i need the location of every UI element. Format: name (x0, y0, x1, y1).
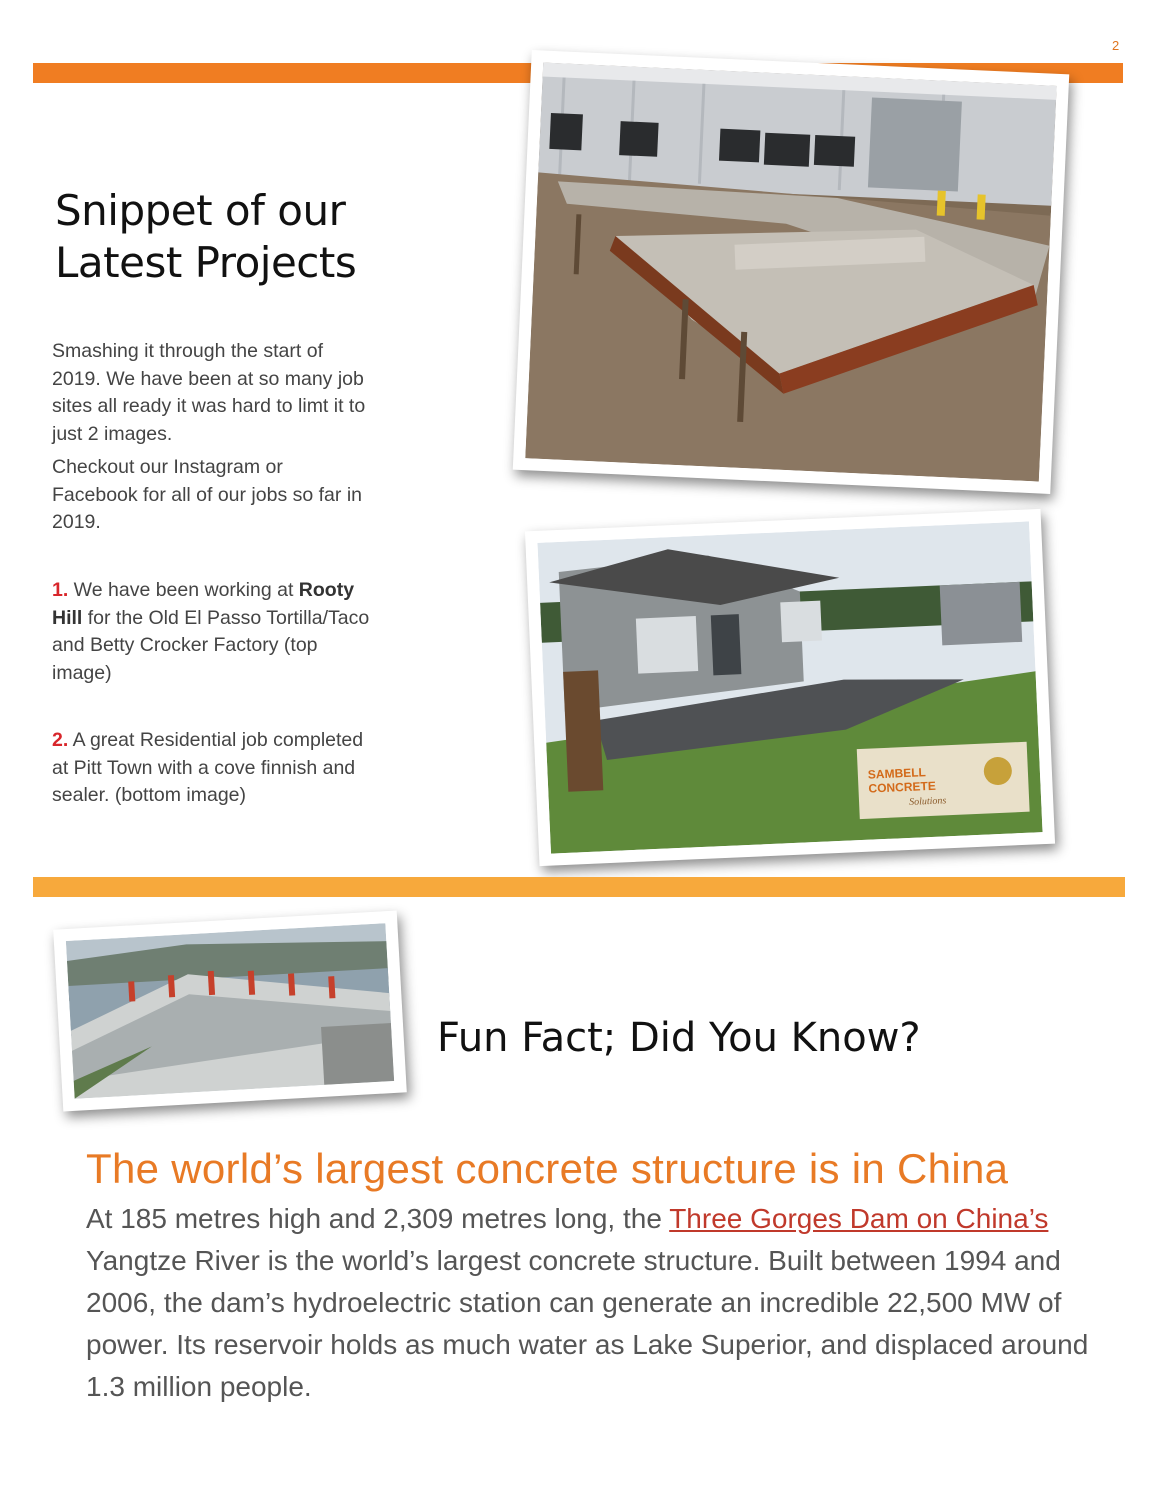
fact-text: At 185 metres high and 2,309 metres long, the (86, 1203, 670, 1234)
company-logo: Solutions (908, 795, 947, 808)
section-divider-bar (33, 877, 1125, 897)
three-gorges-dam-photo (53, 911, 407, 1112)
fact-body (86, 1198, 1096, 1408)
item-text: for the Old El Passo Tortilla/Taco and Betty Crocker Factory (top image) (52, 606, 370, 684)
three-gorges-dam-link[interactable]: Three Gorges Dam on China’s (669, 1203, 1049, 1234)
item-number: 2. (52, 729, 69, 751)
item-location: Rooty Hill (52, 579, 355, 629)
intro-text (52, 338, 372, 537)
page-title (55, 185, 415, 289)
project-item-1 (52, 577, 372, 687)
title-line-2: Latest Projects (55, 238, 357, 287)
residential-project-photo (525, 509, 1055, 866)
item-text: A great Residential job completed at Pitt Town with a cove finnish and sealer. (bottom image) (52, 729, 364, 806)
intro-paragraph-1: Smashing it through the start of 2019. We have been at so many job sites all ready it was hard to limt it to just 2 images. (52, 340, 366, 445)
item-text: We have been working at (68, 579, 299, 601)
company-logo: CONCRETE (868, 778, 937, 796)
title-line-1: Snippet of our (55, 186, 346, 235)
item-number: 1. (52, 579, 69, 601)
page-number: 2 (1112, 38, 1120, 53)
fact-title: The world’s largest concrete structure is in China (86, 1145, 1009, 1192)
factory-project-photo (513, 50, 1069, 494)
company-logo: SAMBELL (867, 765, 927, 782)
fun-fact-heading: Fun Fact; Did You Know? (437, 1015, 921, 1061)
intro-paragraph-2: Checkout our Instagram or Facebook for all of our jobs so far in 2019. (52, 456, 362, 533)
fact-text: Yangtze River is the world’s largest concrete structure. Built between 1994 and 2006, the dam’s hydroelectric station can generate an incredible 22,500 MW of power. Its reservoir holds as much water as Lake Superior, and displaced around 1.3 million people. (86, 1245, 1089, 1402)
project-item-2 (52, 727, 372, 810)
